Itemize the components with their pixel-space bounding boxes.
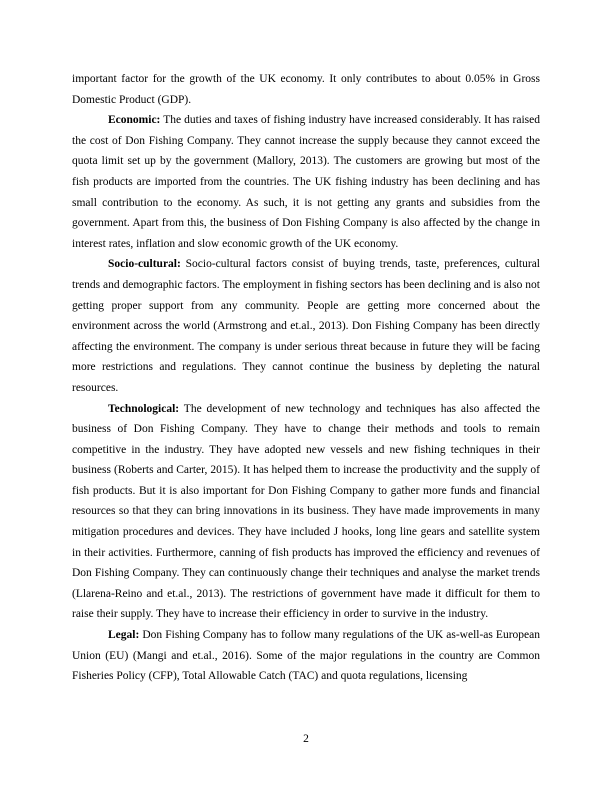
section-heading-socio-cultural: Socio-cultural: (108, 258, 181, 271)
paragraph-technological (72, 399, 540, 626)
paragraph-text: Don Fishing Company has to follow many regulations of the UK as-well-as European Union (EU) (Mangi and et.al., 2016). Some of the major regulations in the country are Common Fisheries Policy (CFP), Total Allowable Catch (TAC) and quota regulations, licensing (72, 629, 540, 683)
paragraph-text: important factor for the growth of the UK economy. It only contributes to about 0.05% in Gross Domestic Product (GDP). (72, 73, 540, 106)
paragraph-socio-cultural (72, 254, 540, 398)
section-heading-technological: Technological: (108, 402, 180, 415)
paragraph-economic (72, 110, 540, 254)
page-number: 2 (303, 733, 309, 745)
section-heading-economic: Economic: (108, 114, 161, 127)
paragraph-legal (72, 625, 540, 687)
section-heading-legal: Legal: (108, 629, 140, 642)
paragraph-text: The development of new technology and techniques has also affected the business of Don Fishing Company. They have to change their methods and tools to remain competitive in the industry. They have adopted new vessels and new fishing techniques in their business (Roberts and Carter, 2015). It has helped them to increase the productivity and the supply of fish products. But it is also important for Don Fishing Company to gather more funds and financial resources so that they can bring innovations in its business. They have made improvements in many mitigation procedures and devices. They have included J hooks, long line gears and satellite system in their activities. Furthermore, canning of fish products has improved the efficiency and revenues of Don Fishing Company. They can continuously change their techniques and analyse the market trends (Llarena-Reino and et.al., 2013). The restrictions of government have made it difficult for them to raise their supply. They have to increase their efficiency in order to survive in the industry. (72, 402, 540, 621)
paragraph-intro-continuation (72, 69, 540, 110)
document-body (72, 69, 540, 687)
paragraph-text: Socio-cultural factors consist of buying trends, taste, preferences, cultural trends and demographic factors. The employment in fishing sectors has been declining and is also not getting proper support from any community. People are getting more concerned about the environment across the world (Armstrong and et.al., 2013). Don Fishing Company has been directly affecting the environment. The company is under serious threat because in future they will be facing more restrictions and regulations. They cannot continue the business by depleting the natural resources. (72, 258, 540, 394)
paragraph-text: The duties and taxes of fishing industry have increased considerably. It has raised the cost of Don Fishing Company. They cannot increase the supply because they cannot exceed the quota limit set up by the government (Mallory, 2013). The customers are growing but most of the fish products are imported from the countries. The UK fishing industry has been declining and has small contribution to the economy. As such, it is not getting any grants and subsidies from the government. Apart from this, the business of Don Fishing Company is also affected by the change in interest rates, inflation and slow economic growth of the UK economy. (72, 114, 540, 250)
